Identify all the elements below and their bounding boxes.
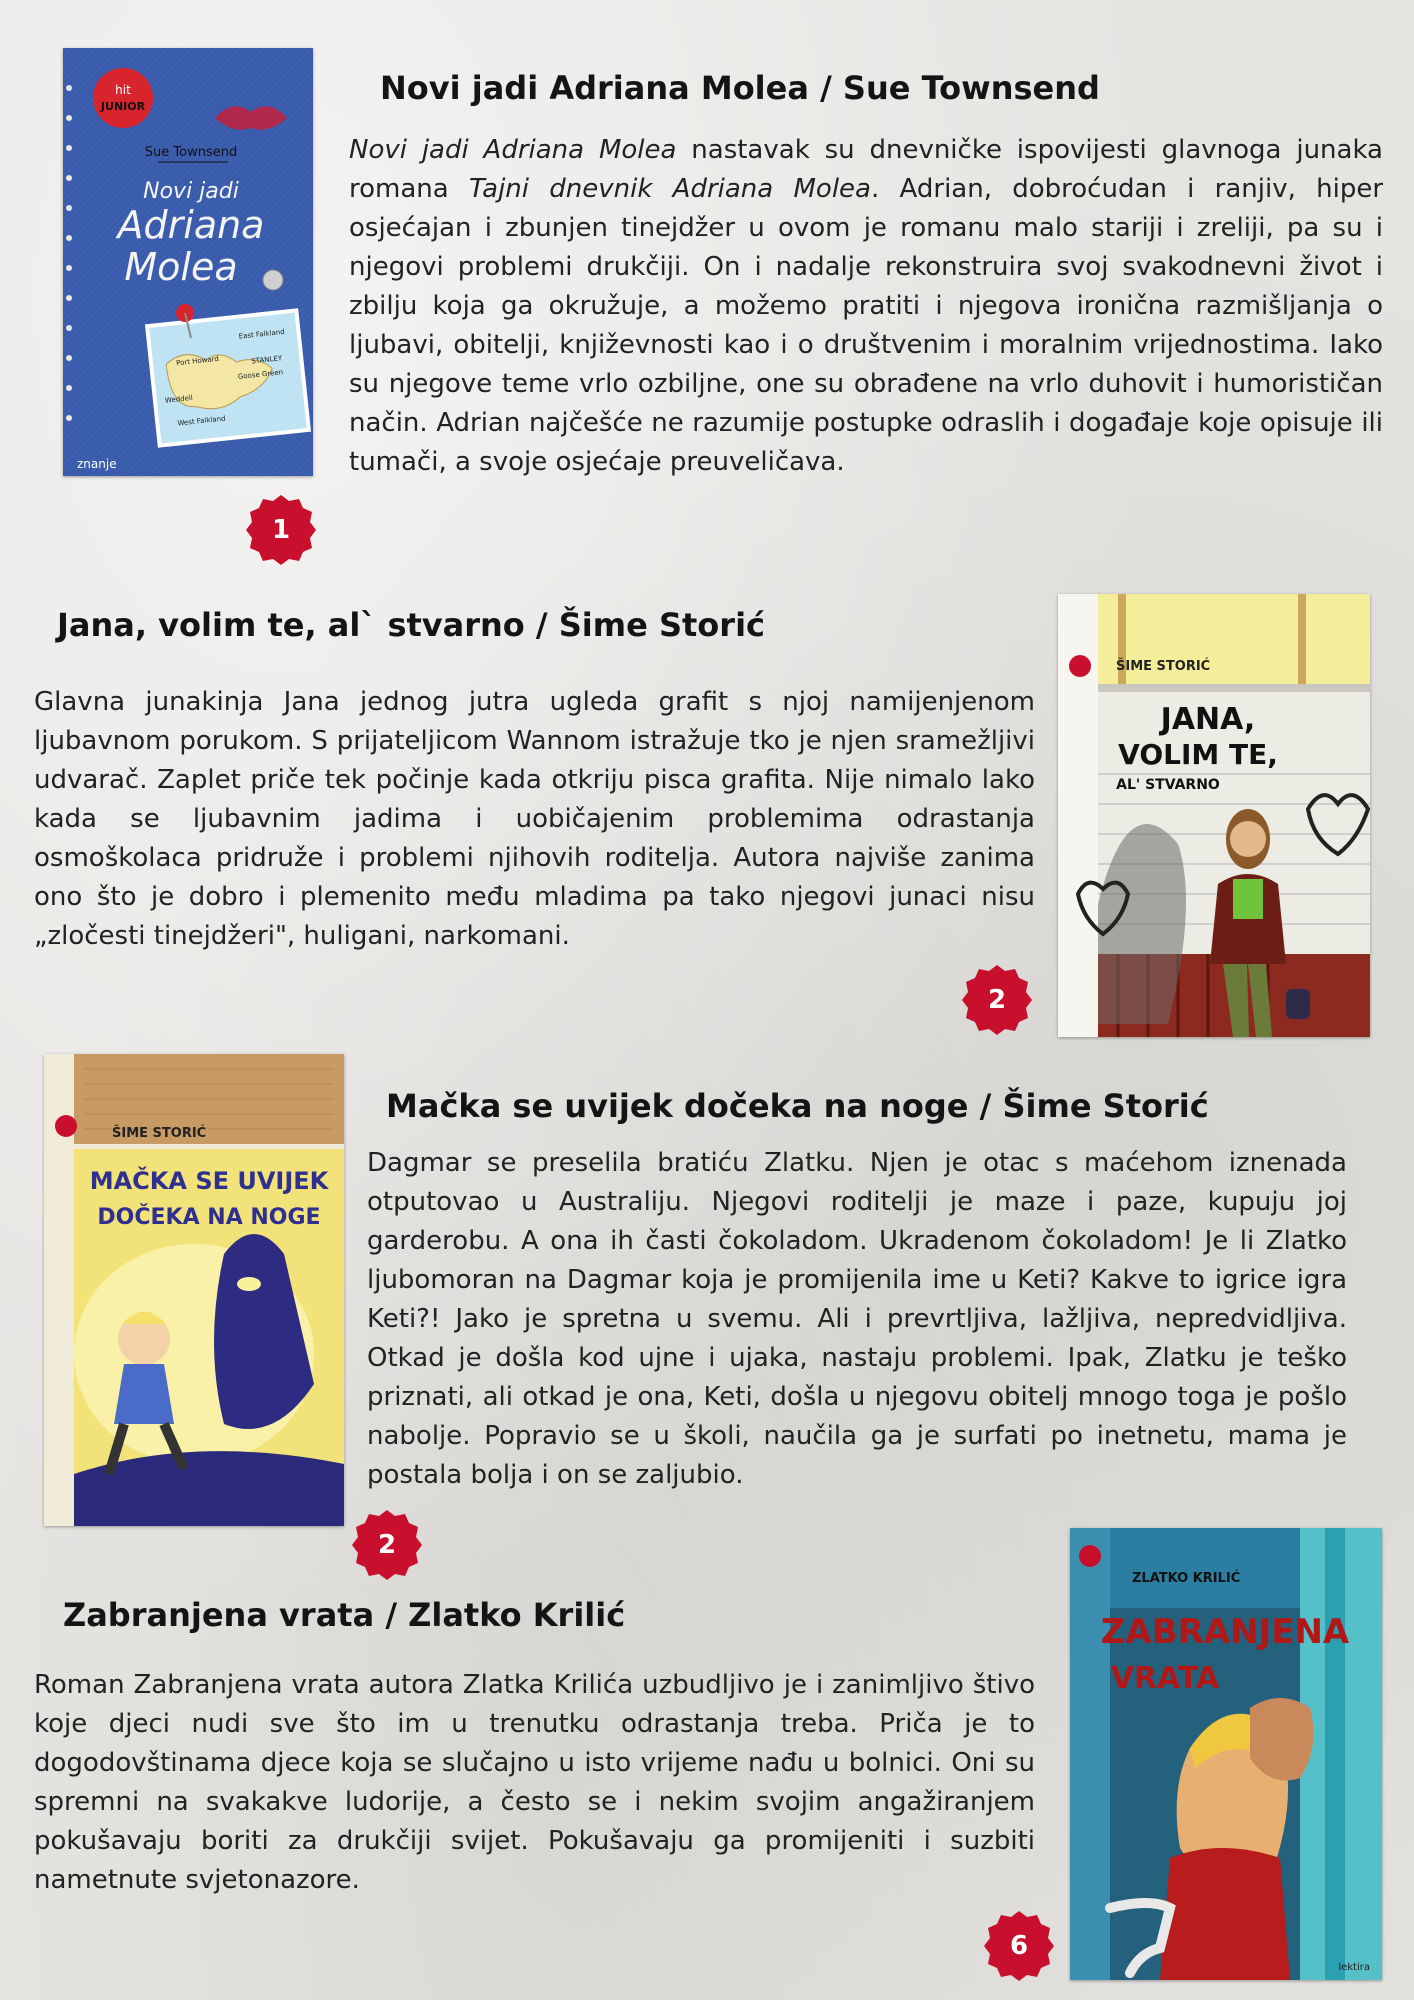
cover-map-label2: STANLEY <box>250 354 283 366</box>
book-title-novi-jadi: Novi jadi Adriana Molea / Sue Townsend <box>380 69 1100 107</box>
book-cover-zabranjena <box>1070 1528 1382 1980</box>
cover-badge-line1: hit <box>115 83 131 97</box>
cover-title-line2: Adriana <box>117 203 265 247</box>
cover-author: Sue Townsend <box>144 145 238 160</box>
page-badge-1 <box>244 493 318 567</box>
cover-title-line3: AL' STVARNO <box>1116 777 1220 793</box>
cover-title-line1: Novi jadi <box>143 179 239 204</box>
book-description-novi-jadi <box>349 131 1383 482</box>
book-cover-novi-jadi <box>63 48 313 476</box>
book-title-jana: Jana, volim te, al` stvarno / Šime Storić <box>57 606 765 644</box>
page-badge-6 <box>982 1909 1056 1983</box>
cover-title-line3: Molea <box>124 245 238 289</box>
book-title-macka: Mačka se uvijek dočeka na noge / Šime Storić <box>386 1087 1209 1125</box>
badge-number: 6 <box>1009 1931 1029 1961</box>
description-part-a: nastavak su dnevničke ispovijesti glavnoga junaka romana <box>349 135 1383 204</box>
cover-title-line1: ZABRANJENA <box>1100 1612 1350 1652</box>
cover-title-line1: JANA, <box>1160 702 1256 737</box>
badge-number: 2 <box>987 985 1007 1015</box>
cover-title-line2: VOLIM TE, <box>1118 738 1278 771</box>
book-description-jana: Glavna junakinja Jana jednog jutra ugleda grafit s njoj namijenjenom ljubavnom porukom. S prijateljicom Wannom istražuje tko je njen sramežljivi udvarač. Zaplet priče tek počinje kada otkriju pisca grafita. Nije nimalo lako kada se ljubavnim jadima i uobičajenim problemima odrastanja osmoškolaca pridruže i problemi njihovih roditelja. Autora najviše zanima ono što je dobro i plemenito među mladima pa tako njegovi junaci nisu „zločesti tinejdžeri", huligani, narkomani. <box>34 687 1035 951</box>
book-cover-jana <box>1058 594 1370 1037</box>
cover-map-label1: East Falkland <box>238 327 286 341</box>
page-badge-2a <box>960 963 1034 1037</box>
book-description-macka: Dagmar se preselila bratiću Zlatku. Njen je otac s maćehom iznenada otputovao u Australiju. Njegovi roditelji je maze i paze, kupuju joj garderobu. A ona ih časti čokoladom. Ukradenom čokoladom! Je li Zlatko ljubomoran na Dagmar koja je promijenila ime u Keti? Kakve to igrice igra Keti?! Jako je spretna u svemu. Ali i prevrtljiva, lažljiva, nepredvidljiva. Otkad je došla kod ujne i ujaka, nastaju problemi. Ipak, Zlatku je teško priznati, ali otkad je ona, Keti, došla u njegovu obitelj mnogo toga je pošlo nabolje. Popravio se u školi, naučila ga je surfati po inetnetu, mama je postala bolja i on se zaljubio. <box>367 1148 1347 1490</box>
cover-map-label6: West Falkland <box>177 414 226 428</box>
cover-title-line1: MAČKA SE UVIJEK <box>89 1167 329 1195</box>
book-title-zabranjena: Zabranjena vrata / Zlatko Krilić <box>63 1596 626 1634</box>
description-emphasis-1: Novi jadi Adriana Molea <box>349 135 677 165</box>
description-emphasis-2: Tajni dnevnik Adriana Molea <box>468 174 871 204</box>
cover-publisher: lektira <box>1338 1962 1370 1973</box>
cover-author: ŠIME STORIĆ <box>112 1126 207 1141</box>
badge-number: 1 <box>271 515 291 545</box>
badge-number: 2 <box>377 1530 397 1560</box>
cover-author: ŠIME STORIĆ <box>1116 659 1211 674</box>
description-part-b: . Adrian, dobroćudan i ranjiv, hiper osjećajan i zbunjen tinejdžer u ovom je romanu malo stariji i zreliji, pa su i njegovi problemi drukčiji. On i nadalje rekonstruira svoj svakodnevni život i zbilju koja ga okružuje, a možemo pratiti i njegova ironična razmišljanja o ljubavi, obitelji, književnosti kao i o društvenim i moralnim vrijednostima. Iako su njegove teme vrlo ozbiljne, one su obrađene na vrlo duhovit i humorističan način. Adrian najčešće ne razumije postupke odraslih i događaje koje opisuje ili tumači, a svoje osjećaje preuveličava. <box>349 174 1384 477</box>
cover-publisher: znanje <box>77 457 117 471</box>
cover-title-line2: VRATA <box>1110 1661 1220 1696</box>
book-description-zabranjena: Roman Zabranjena vrata autora Zlatka Krilića uzbudljivo je i zanimljivo štivo koje djeci nudi sve što im u trenutku odrastanja treba. Priča je to dogodovštinama djece koja se slučajno u isto vrijeme nađu u bolnici. Oni su spremni na svakakve ludorije, a često se i nekim svojim angažiranjem pokušavaju boriti za drukčiji svijet. Pokušavaju ga promijeniti i suzbiti nametnute svjetonazore. <box>34 1670 1035 1895</box>
cover-map-label4: Goose Green <box>237 368 284 381</box>
page-badge-2b <box>350 1508 424 1582</box>
book-cover-macka <box>44 1054 344 1526</box>
cover-map-label3: Port Howard <box>175 354 220 368</box>
cover-author: ZLATKO KRILIĆ <box>1132 1571 1241 1586</box>
cover-title-line2: DOČEKA NA NOGE <box>97 1205 321 1230</box>
cover-map-label5: Weddell <box>164 393 194 405</box>
cover-badge-line2: JUNIOR <box>100 100 146 113</box>
